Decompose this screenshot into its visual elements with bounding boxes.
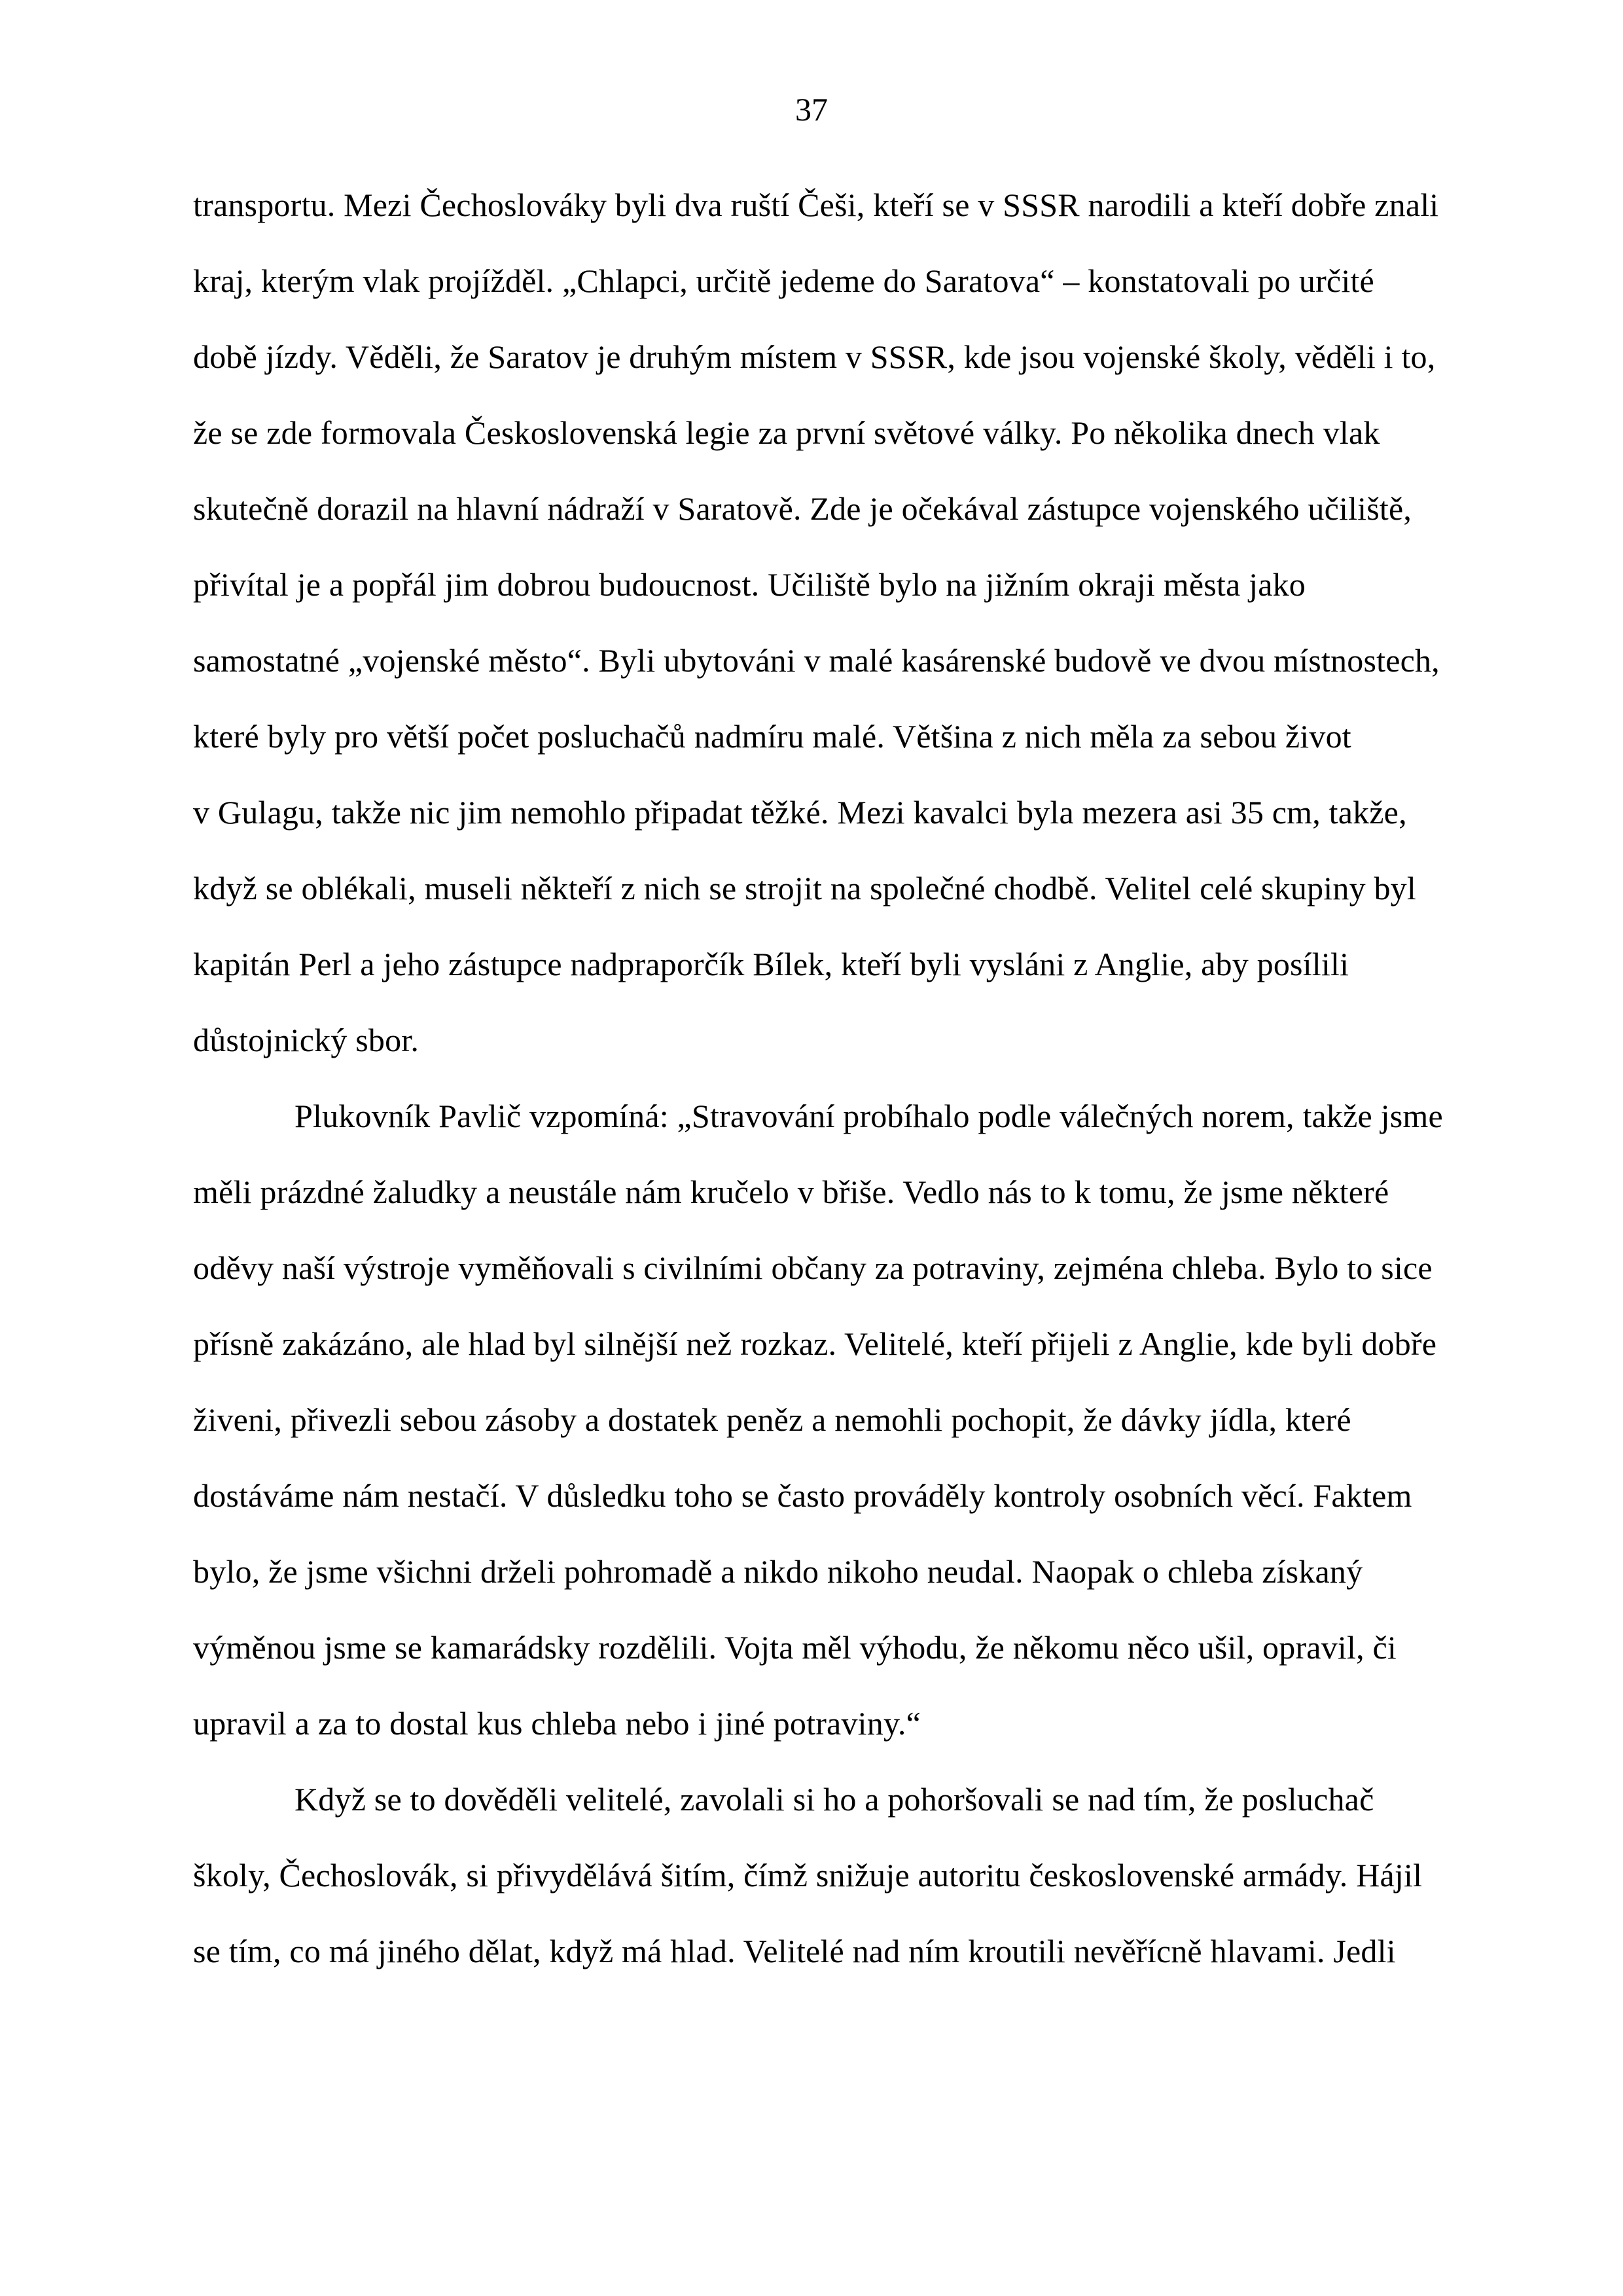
text-line: přísně zakázáno, ale hlad byl silnější než rozkaz. Velitelé, kteří přijeli z Anglie, kde byli dobře <box>193 1325 1437 1362</box>
text-line: bylo, že jsme všichni drželi pohromadě a nikdo nikoho neudal. Naopak o chleba získaný <box>193 1553 1363 1590</box>
text-line: Když se to dověděli velitelé, zavolali si ho a pohoršovali se nad tím, že posluchač <box>294 1781 1374 1818</box>
page-number: 37 <box>795 91 828 128</box>
text-line: kapitán Perl a jeho zástupce nadpraporčík Bílek, kteří byli vysláni z Anglie, aby posílili <box>193 946 1349 982</box>
text-line: Plukovník Pavlič vzpomíná: „Stravování probíhalo podle válečných norem, takže jsme <box>294 1098 1443 1134</box>
paragraph <box>193 1761 1463 1989</box>
text-line: školy, Čechoslovák, si přivydělává šitím, čímž snižuje autoritu československé armády. Hájil <box>193 1857 1423 1893</box>
text-line: době jízdy. Věděli, že Saratov je druhým místem v SSSR, kde jsou vojenské školy, věděli i to, <box>193 338 1436 375</box>
text-line: živeni, přivezli sebou zásoby a dostatek peněz a nemohli pochopit, že dávky jídla, které <box>193 1401 1351 1438</box>
text-line: když se oblékali, museli někteří z nich se strojit na společné chodbě. Velitel celé skupiny byl <box>193 870 1416 906</box>
text-line: upravil a za to dostal kus chleba nebo i jiné potraviny.“ <box>193 1705 921 1742</box>
text-line: že se zde formovala Československá legie za první světové války. Po několika dnech vlak <box>193 414 1380 451</box>
text-line: které byly pro větší počet posluchačů nadmíru malé. Většina z nich měla za sebou život <box>193 718 1351 755</box>
text-line: měli prázdné žaludky a neustále nám kručelo v břiše. Vedlo nás to k tomu, že jsme některé <box>193 1174 1389 1210</box>
text-line: kraj, kterým vlak projížděl. „Chlapci, určitě jedeme do Saratova“ – konstatovali po určité <box>193 262 1374 299</box>
text-line: skutečně dorazil na hlavní nádraží v Saratově. Zde je očekával zástupce vojenského učiliště, <box>193 490 1412 527</box>
text-line: důstojnický sbor. <box>193 1022 419 1058</box>
text-line: transportu. Mezi Čechoslováky byli dva ruští Češi, kteří se v SSSR narodili a kteří dobře znali <box>193 187 1439 223</box>
text-line: se tím, co má jiného dělat, když má hlad. Velitelé nad ním kroutili nevěřícně hlavami. Jedli <box>193 1933 1396 1969</box>
paragraph <box>193 1078 1463 1761</box>
text-line: samostatné „vojenské město“. Byli ubytováni v malé kasárenské budově ve dvou místnostech, <box>193 642 1440 679</box>
text-line: dostáváme nám nestačí. V důsledku toho se často prováděly kontroly osobních věcí. Faktem <box>193 1477 1412 1514</box>
text-line: výměnou jsme se kamarádsky rozdělili. Vojta měl výhodu, že někomu něco ušil, opravil, či <box>193 1629 1397 1666</box>
text-line: přivítal je a popřál jim dobrou budoucnost. Učiliště bylo na jižním okraji města jako <box>193 566 1306 603</box>
document-body <box>193 167 1463 1989</box>
text-line: oděvy naší výstroje vyměňovali s civilními občany za potraviny, zejména chleba. Bylo to sice <box>193 1249 1433 1286</box>
paragraph <box>193 167 1463 1078</box>
text-line: v Gulagu, takže nic jim nemohlo připadat těžké. Mezi kavalci byla mezera asi 35 cm, takže, <box>193 794 1407 831</box>
